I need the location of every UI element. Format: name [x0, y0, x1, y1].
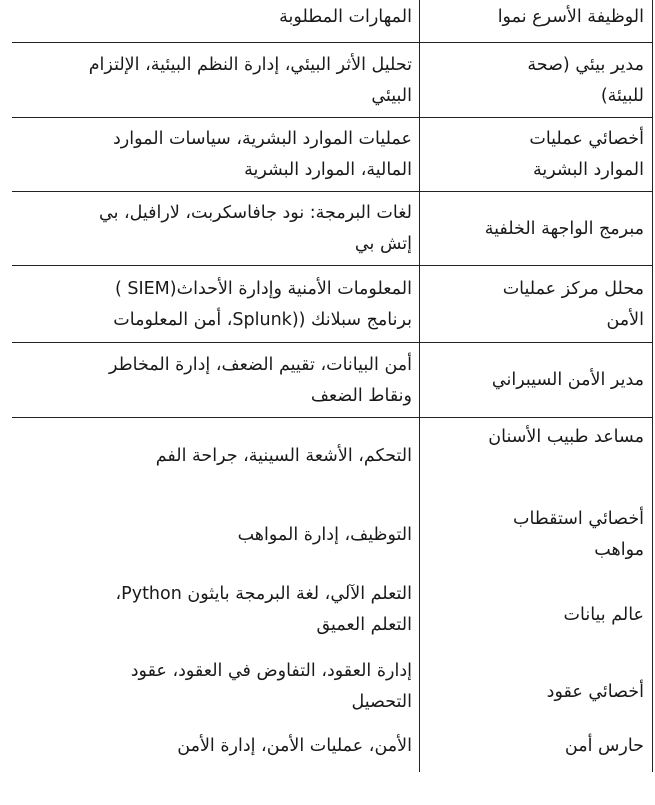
skills-cell: [17, 266, 412, 343]
skills-cell: [17, 652, 412, 722]
table-row: [12, 117, 652, 192]
skills-text: إتش بي: [354, 234, 412, 254]
role-cell: [426, 192, 644, 266]
table-row: [12, 652, 652, 722]
table-header-row: [12, 0, 652, 42]
role-text: مساعد طبيب الأسنان: [488, 427, 644, 447]
role-text: عالم بيانات: [563, 604, 644, 625]
role-cell: [426, 418, 644, 488]
skills-text: لغات البرمجة: نود جافاسكربت، لارافيل، بي: [98, 203, 412, 223]
role-text: الموارد البشرية: [532, 160, 644, 180]
skills-cell: [17, 43, 412, 118]
table-row: [12, 500, 652, 570]
skills-cell: [17, 575, 412, 645]
role-cell: [426, 43, 644, 118]
skills-cell: [17, 418, 412, 488]
role-text: مبرمج الواجهة الخلفية: [484, 218, 644, 239]
role-text: حارس أمن: [564, 735, 644, 756]
skills-text: التحصيل: [351, 692, 412, 712]
table-row: [12, 417, 652, 488]
skills-text: الأمن، عمليات الأمن، إدارة الأمن: [177, 735, 412, 756]
role-text: أخصائي استقطاب: [512, 509, 644, 529]
role-text: مدير بيئي (صحة: [527, 54, 644, 75]
role-cell: [426, 118, 644, 192]
skills-cell: [17, 500, 412, 570]
skills-text: المالية، الموارد البشرية: [244, 160, 412, 180]
skills-cell: [17, 192, 412, 266]
role-cell: [426, 575, 644, 645]
role-cell: [426, 652, 644, 722]
skills-text: التعلم العميق: [316, 615, 412, 635]
role-cell: [426, 266, 644, 343]
role-text: مدير الأمن السيبراني: [491, 370, 644, 390]
skills-text: تحليل الأثر البيئي، إدارة النظم البيئية، الإلتزام: [88, 54, 412, 75]
skills-text: البيئي: [371, 85, 412, 106]
header-skills: [17, 0, 412, 42]
skills-text: التعلم الآلي، لغة البرمجة بايثون Python،: [115, 584, 412, 604]
table-row: [12, 342, 652, 418]
table-row: [12, 42, 652, 118]
role-cell: [426, 725, 644, 767]
role-text: مواهب: [594, 540, 644, 560]
skills-text: التوظيف، إدارة المواهب: [237, 524, 412, 545]
role-text: محلل مركز عمليات: [502, 278, 644, 299]
table-row: [12, 575, 652, 645]
header-role-text: الوظيفة الأسرع نموا: [497, 7, 644, 27]
jobs-skills-table: [12, 0, 653, 772]
header-role: [426, 0, 644, 42]
role-text: أخصائي عقود: [546, 681, 644, 702]
role-cell: [426, 500, 644, 570]
table-row: [12, 265, 652, 343]
skills-cell: [17, 725, 412, 767]
skills-text: ونقاط الضعف: [310, 385, 412, 406]
skills-cell: [17, 118, 412, 192]
header-skills-text: المهارات المطلوبة: [279, 7, 412, 27]
skills-text: المعلومات الأمنية وإدارة الأحداث(SIEM ): [114, 278, 412, 299]
skills-text: عمليات الموارد البشرية، سياسات الموارد: [113, 129, 412, 149]
skills-text: برنامج سبلانك ((Splunk، أمن المعلومات: [113, 309, 412, 330]
role-text: الأمن: [606, 309, 644, 330]
skills-text: التحكم، الأشعة السينية، جراحة الفم: [155, 445, 412, 466]
role-text: أخصائي عمليات: [529, 129, 644, 149]
table-row: [12, 191, 652, 266]
skills-text: إدارة العقود، التفاوض في العقود، عقود: [130, 661, 412, 681]
skills-cell: [17, 343, 412, 418]
role-cell: [426, 343, 644, 418]
role-text: للبيئة): [600, 85, 644, 106]
skills-text: أمن البيانات، تقييم الضعف، إدارة المخاطر: [109, 354, 412, 375]
table-row: [12, 725, 652, 767]
